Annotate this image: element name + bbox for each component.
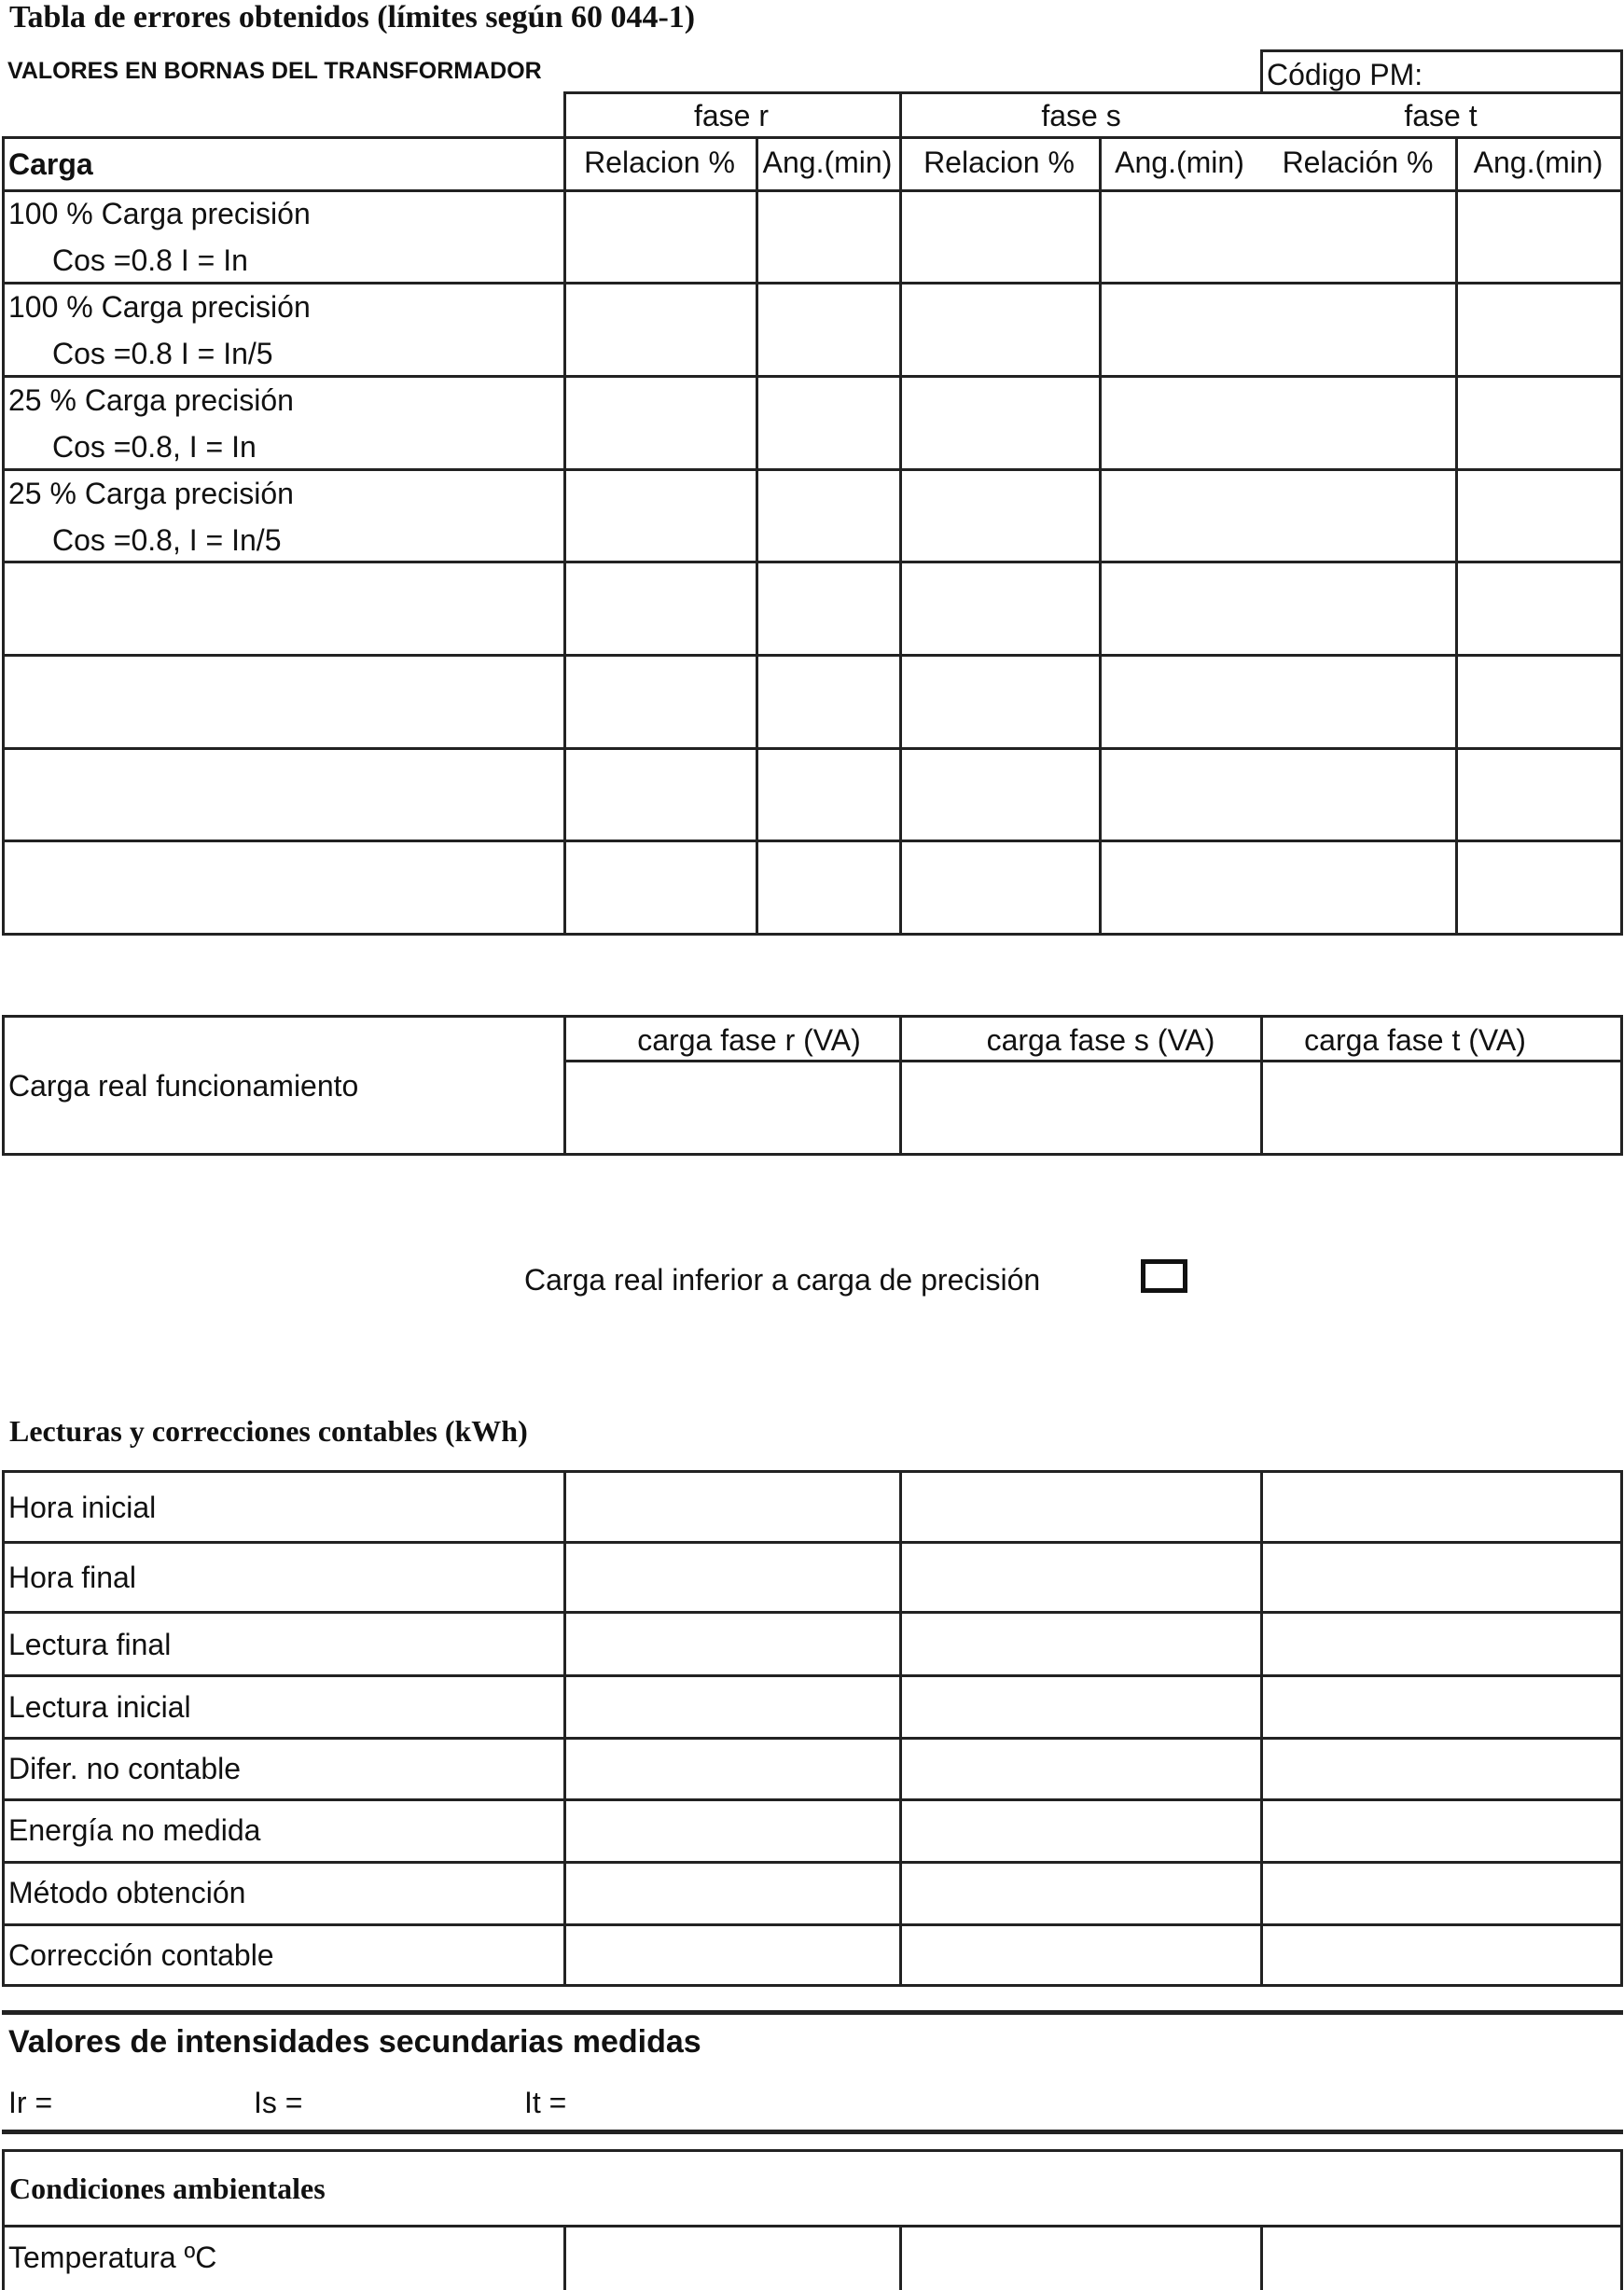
col-line-r-ang — [756, 136, 758, 935]
readings-line-7 — [2, 1923, 1623, 1926]
row-label-line1: 25 % Carga precisión — [8, 383, 294, 417]
readings-line-5 — [2, 1798, 1623, 1801]
col-line-s — [899, 91, 902, 935]
col-line-carga — [563, 91, 566, 935]
load-value-r-field[interactable] — [566, 1063, 897, 1151]
col-line-t-ang — [1455, 136, 1458, 935]
temperature-label: Temperatura ºC — [8, 2241, 217, 2274]
col-header-r-ang: Ang.(min) — [762, 146, 893, 179]
row-label-line2: Cos =0.8, I = In/5 — [52, 523, 282, 557]
readings-row-label: Hora inicial — [8, 1491, 157, 1524]
readings-top-line — [2, 1470, 1623, 1473]
ambient-col-line-3 — [1260, 2225, 1263, 2290]
code-box-right-line — [1620, 49, 1623, 934]
load-table-bottom-line — [2, 1153, 1623, 1156]
col-header-t-relacion: Relación % — [1282, 146, 1434, 179]
readings-line-3 — [2, 1674, 1623, 1677]
page-title: Tabla de errores obtenidos (límites según 60 044-1) — [9, 0, 696, 35]
row-label-line2: Cos =0.8, I = In — [52, 430, 257, 464]
checkbox-label: Carga real inferior a carga de precisión — [524, 1263, 1041, 1297]
currents-title: Valores de intensidades secundarias medidas — [8, 2024, 701, 2060]
code-pm-label: Código PM: — [1267, 58, 1423, 91]
readings-row-label: Corrección contable — [8, 1938, 274, 1972]
phase-header-top-line — [563, 91, 1623, 94]
readings-title: Lecturas y correcciones contables (kWh) — [9, 1414, 528, 1448]
load-value-s-field[interactable] — [902, 1063, 1258, 1151]
currents-bottom-rule — [2, 2130, 1623, 2134]
readings-line-4 — [2, 1737, 1623, 1740]
load-table-header-line — [563, 1060, 1623, 1062]
header-bottom-line — [2, 189, 1623, 192]
ambient-col-line-1 — [563, 2225, 566, 2290]
col-header-s-relacion: Relacion % — [923, 146, 1075, 179]
readings-right-line — [1620, 1470, 1623, 1987]
row-label-line1: 25 % Carga precisión — [8, 477, 294, 510]
readings-row-label: Lectura inicial — [8, 1690, 191, 1724]
row-line-2 — [2, 375, 1623, 378]
current-is-label: Is = — [254, 2086, 303, 2119]
current-it-label: It = — [524, 2086, 567, 2119]
row-line-5 — [2, 654, 1623, 657]
load-header-t: carga fase t (VA) — [1304, 1023, 1526, 1057]
phase-header-r: fase r — [693, 99, 770, 132]
row-label-line1: 100 % Carga precisión — [8, 197, 311, 230]
readings-row-label: Energía no medida — [8, 1813, 261, 1847]
col-line-s-ang — [1099, 136, 1102, 935]
ambient-left-line — [2, 2149, 5, 2290]
readings-line-6 — [2, 1861, 1623, 1864]
phase-header-s: fase s — [1041, 99, 1121, 132]
section-subtitle: VALORES EN BORNAS DEL TRANSFORMADOR — [7, 58, 542, 84]
current-ir-label: Ir = — [8, 2086, 53, 2119]
table-bottom-line — [2, 933, 1623, 936]
readings-row-label: Difer. no contable — [8, 1752, 242, 1785]
readings-row-label: Hora final — [8, 1561, 136, 1594]
load-table-left-line — [2, 1015, 5, 1155]
row-line-6 — [2, 747, 1623, 750]
ambient-top-line — [2, 2149, 1623, 2152]
row-line-7 — [2, 840, 1623, 842]
current-it-field[interactable] — [571, 2082, 851, 2121]
row-label-line2: Cos =0.8 I = In — [52, 243, 248, 277]
load-header-s: carga fase s (VA) — [986, 1023, 1215, 1057]
load-table-top-line — [2, 1015, 1623, 1018]
readings-left-line — [2, 1470, 5, 1987]
readings-line-2 — [2, 1611, 1623, 1614]
readings-col-line-2 — [899, 1470, 902, 1987]
col-header-s-ang: Ang.(min) — [1115, 146, 1244, 179]
load-table-right-line — [1620, 1015, 1623, 1155]
row-line-3 — [2, 468, 1623, 471]
table-left-line — [2, 136, 5, 935]
load-value-t-field[interactable] — [1263, 1063, 1618, 1151]
current-ir-field[interactable] — [56, 2082, 243, 2121]
carga-header: Carga — [8, 147, 93, 181]
readings-line-1 — [2, 1541, 1623, 1544]
current-is-field[interactable] — [303, 2082, 508, 2121]
ambient-right-line — [1620, 2149, 1623, 2290]
code-box-left-line — [1260, 49, 1263, 91]
readings-col-line-3 — [1260, 1470, 1263, 1987]
row-label-line1: 100 % Carga precisión — [8, 290, 311, 324]
readings-col-line-1 — [563, 1470, 566, 1987]
code-box-top-line — [1260, 49, 1622, 52]
ambient-col-line-2 — [899, 2225, 902, 2290]
readings-row-label: Método obtención — [8, 1876, 246, 1909]
header-top-line — [2, 136, 1623, 139]
code-pm-field[interactable] — [1418, 54, 1617, 90]
row-label-line2: Cos =0.8 I = In/5 — [52, 337, 273, 370]
phase-header-t: fase t — [1404, 99, 1478, 132]
currents-top-rule — [2, 2010, 1623, 2015]
row-line-4 — [2, 561, 1623, 563]
col-header-r-relacion: Relacion % — [584, 146, 735, 179]
ambient-title: Condiciones ambientales — [9, 2172, 326, 2205]
precision-load-checkbox[interactable] — [1141, 1259, 1187, 1293]
load-header-r: carga fase r (VA) — [637, 1023, 861, 1057]
load-table-label: Carga real funcionamiento — [8, 1069, 359, 1103]
col-header-t-ang: Ang.(min) — [1473, 146, 1603, 179]
row-line-1 — [2, 282, 1623, 285]
readings-bottom-line — [2, 1984, 1623, 1987]
ambient-header-line — [2, 2225, 1623, 2228]
readings-row-label: Lectura final — [8, 1628, 172, 1661]
